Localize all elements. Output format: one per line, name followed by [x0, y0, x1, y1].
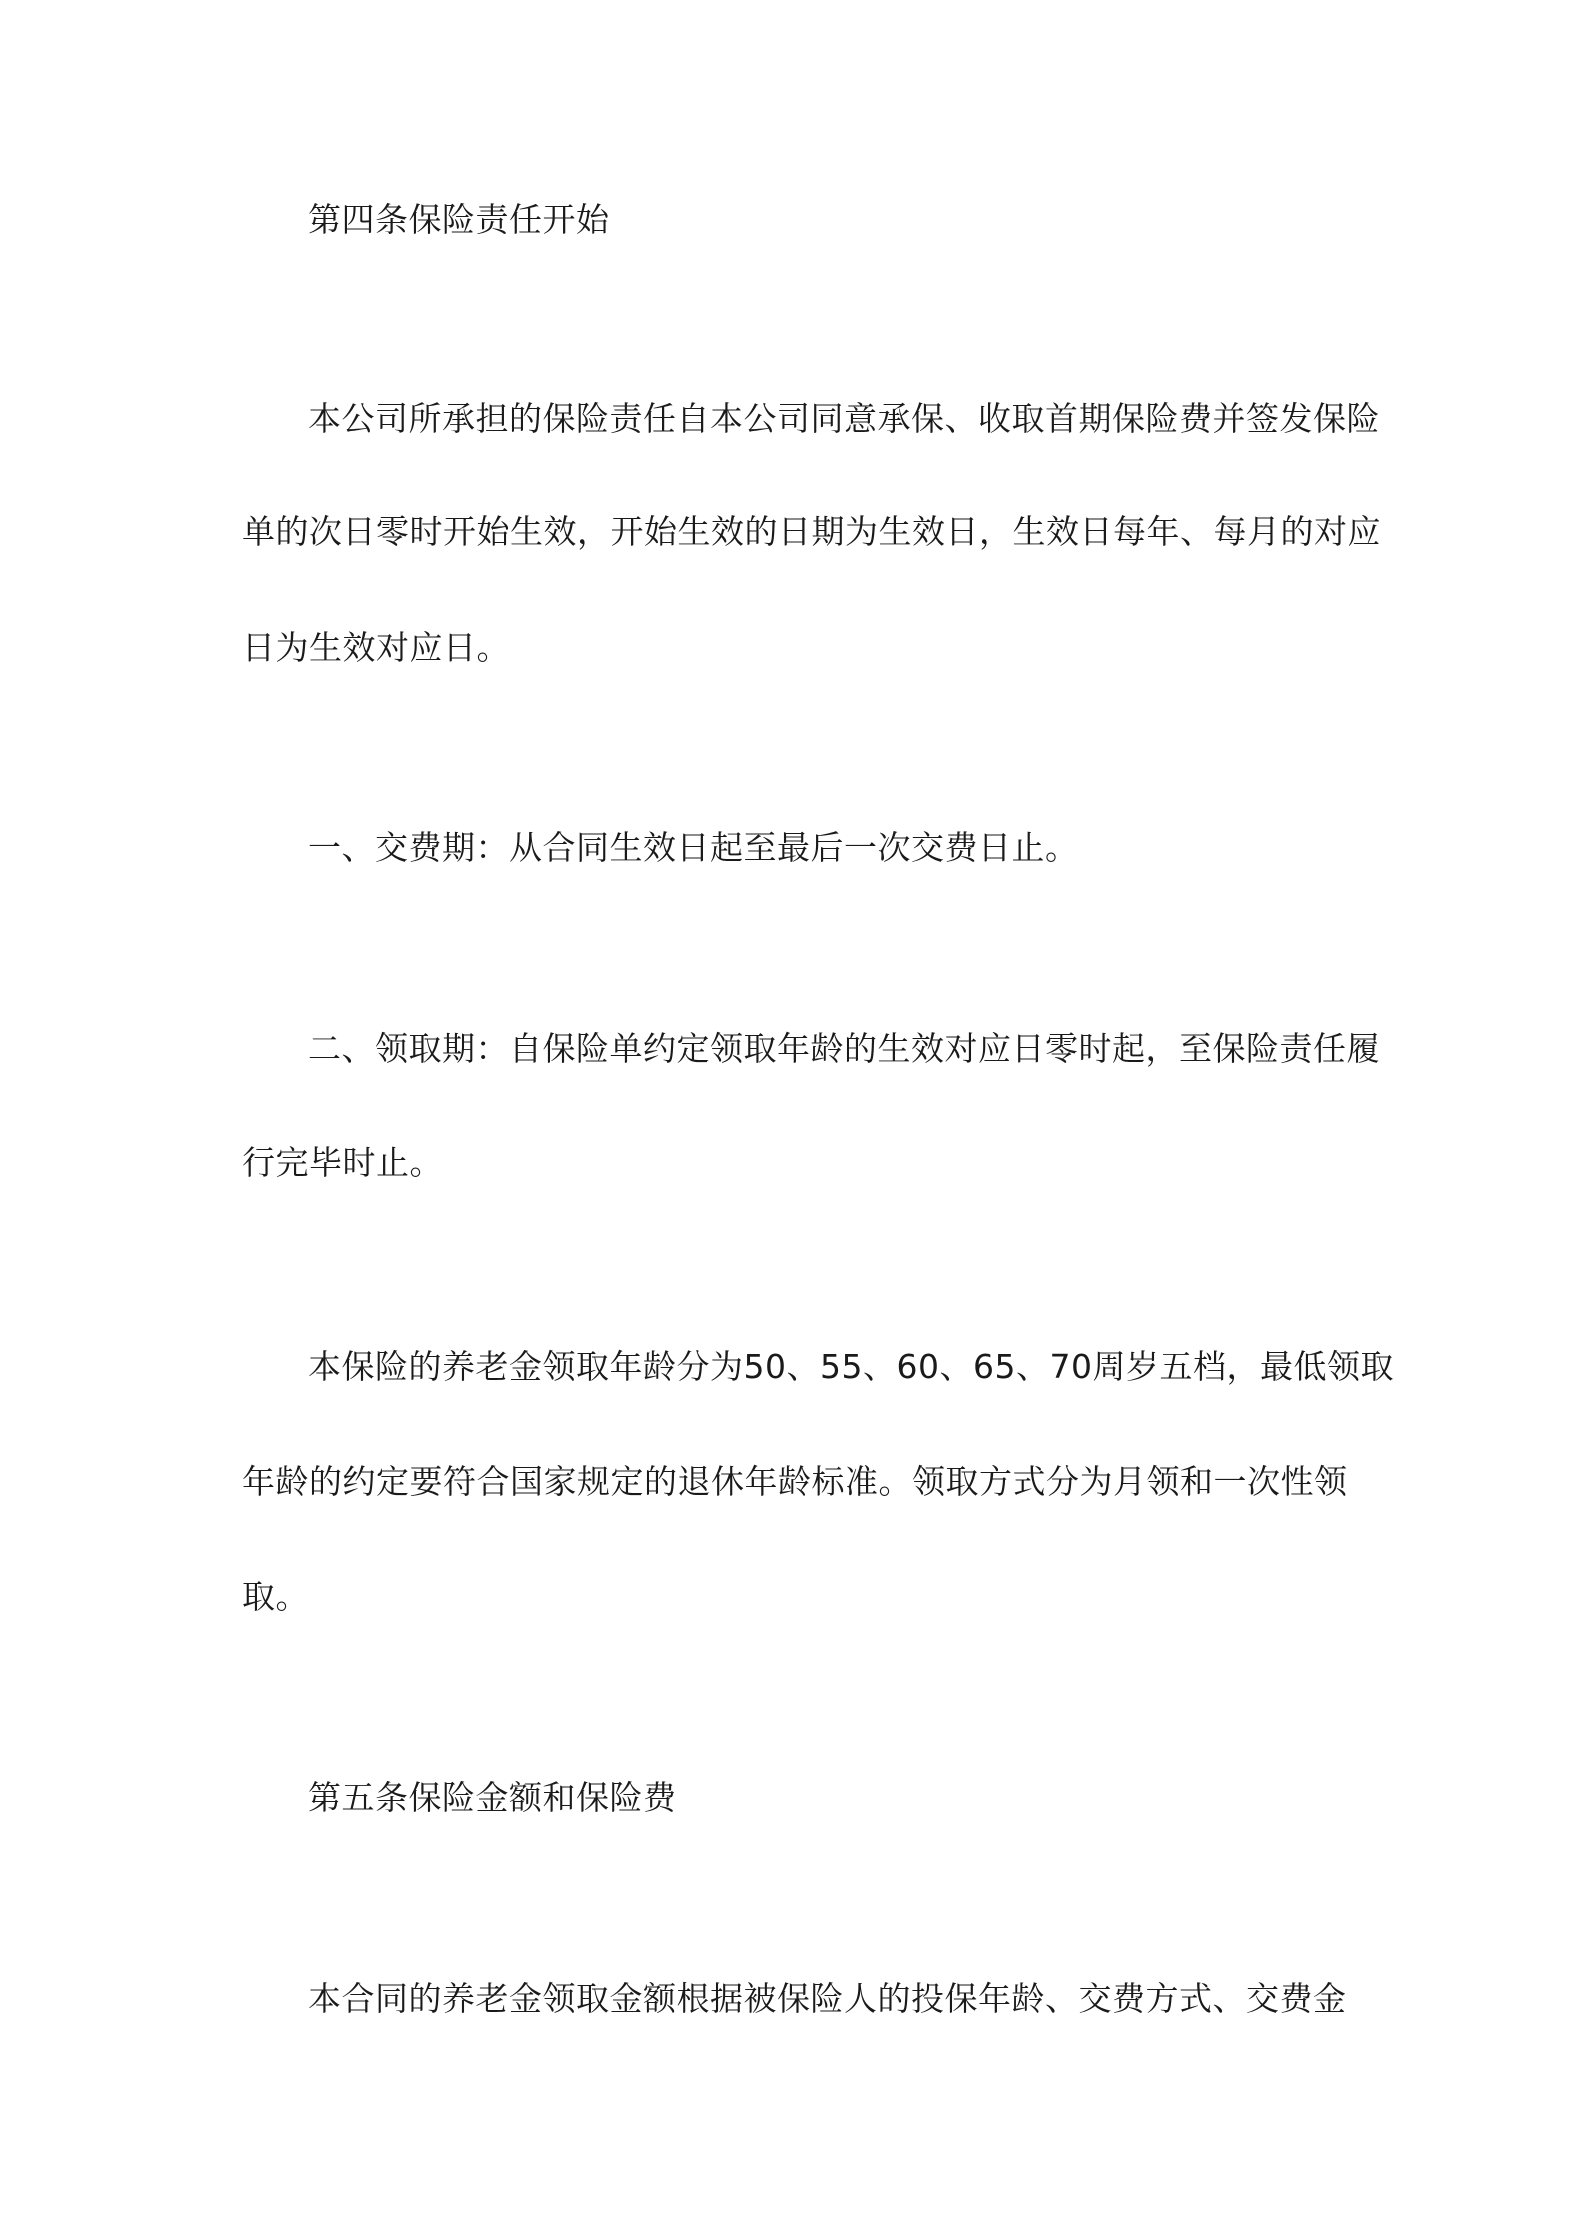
payment-period-line: 一、交费期：从合同生效日起至最后一次交费日止。	[308, 828, 1079, 867]
pension-age-line2: 年龄的约定要符合国家规定的退休年龄标准。领取方式分为月领和一次性领	[242, 1462, 1348, 1501]
article4-heading: 第四条保险责任开始	[308, 200, 610, 239]
article4-para1-line3: 日为生效对应日。	[242, 628, 510, 667]
pension-age-line3: 取。	[242, 1577, 309, 1616]
article5-para1-line1: 本合同的养老金领取金额根据被保险人的投保年龄、交费方式、交费金	[308, 1979, 1347, 2018]
receiving-period-line1: 二、领取期：自保险单约定领取年龄的生效对应日零时起，至保险责任履	[308, 1029, 1380, 1068]
article4-para1-line2: 单的次日零时开始生效，开始生效的日期为生效日，生效日每年、每月的对应	[242, 512, 1381, 551]
receiving-period-line2: 行完毕时止。	[242, 1143, 443, 1182]
pension-age-line1: 本保险的养老金领取年龄分为50、55、60、65、70周岁五档，最低领取	[308, 1347, 1394, 1386]
article4-para1-line1: 本公司所承担的保险责任自本公司同意承保、收取首期保险费并签发保险	[308, 399, 1380, 438]
article5-heading: 第五条保险金额和保险费	[308, 1778, 677, 1817]
